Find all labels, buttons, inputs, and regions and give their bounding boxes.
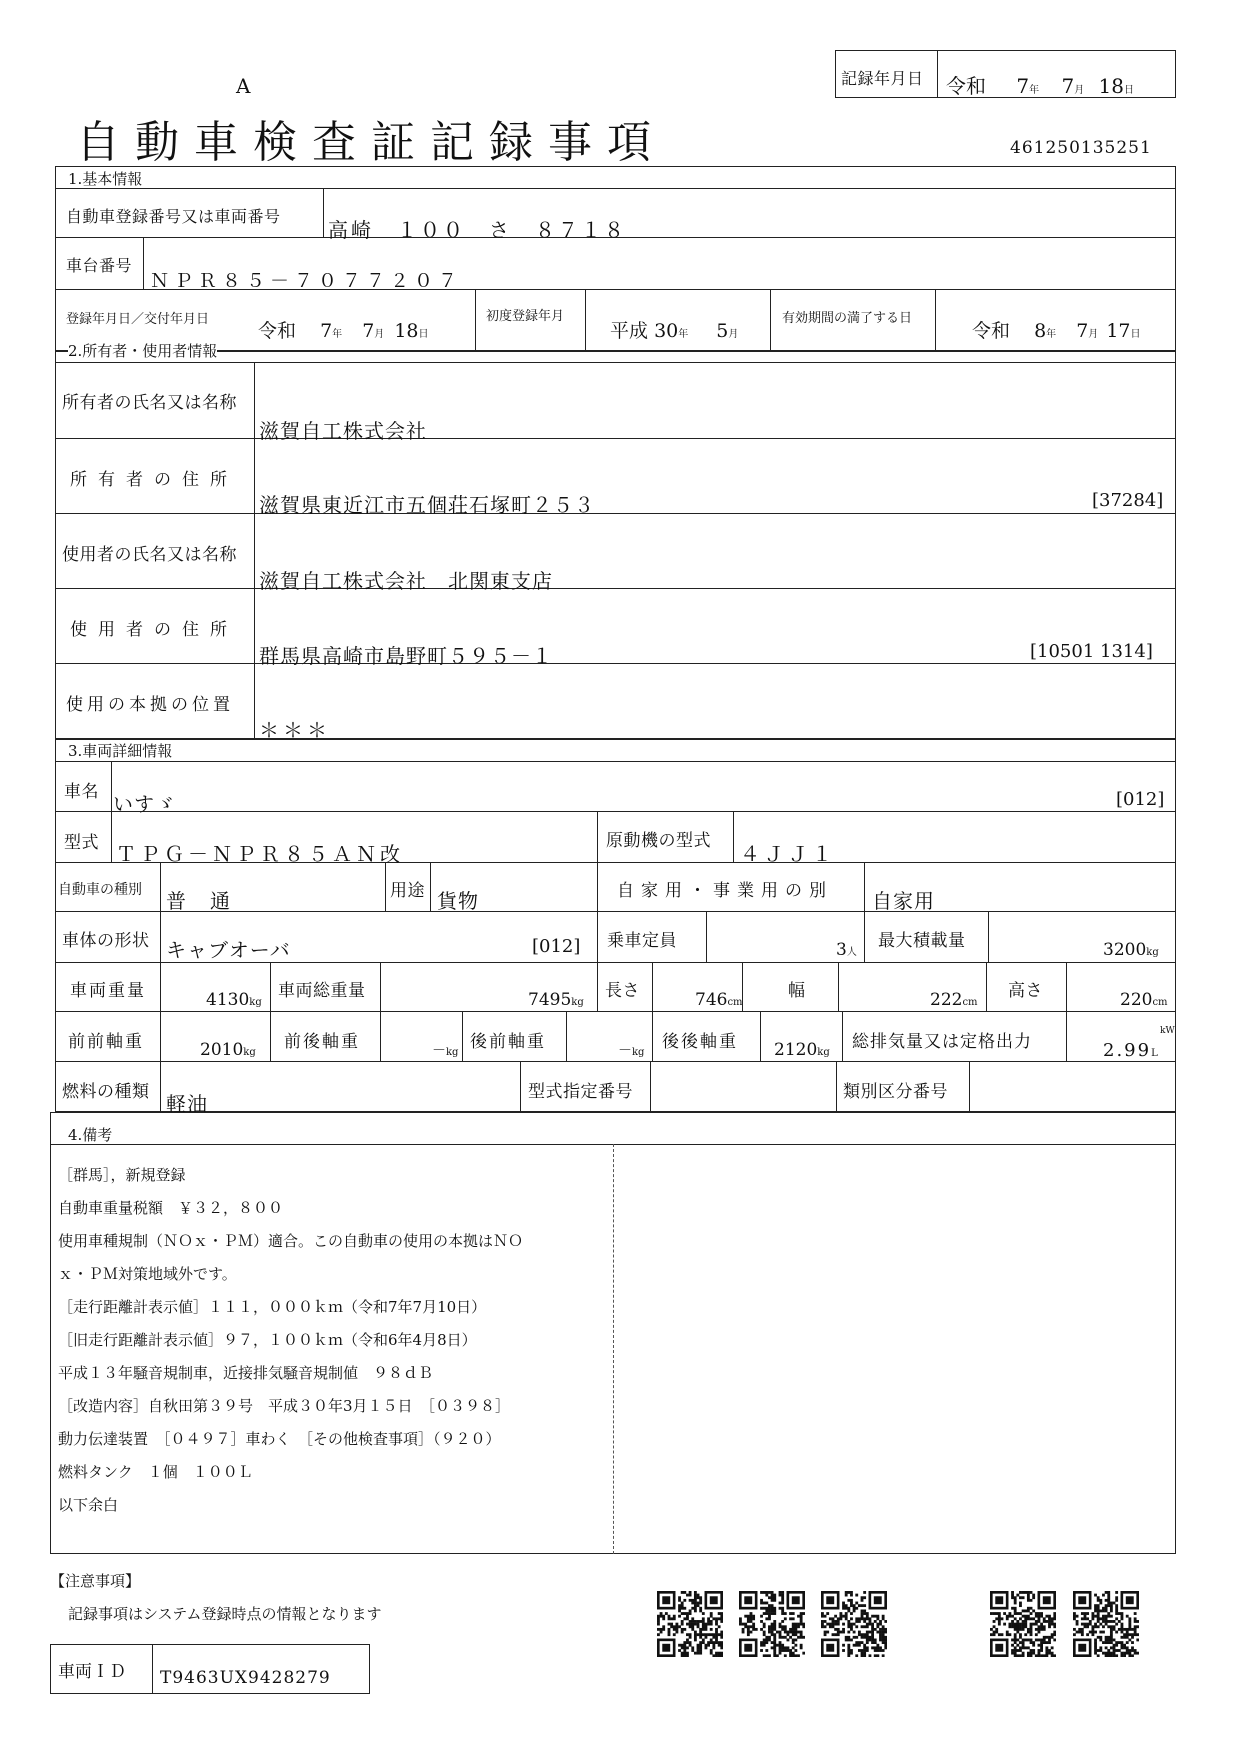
make-value: いすゞ [113, 792, 176, 816]
record-date-value: 令和 7年 7月 18日 [946, 74, 1134, 98]
weight-value: 4130kg [206, 990, 262, 1010]
displacement-value: 2.99L [1103, 1040, 1158, 1061]
section3-heading: 3.車両詳細情報 [68, 742, 173, 760]
capacity-label: 乗車定員 [607, 931, 677, 951]
remarks-line: 動力伝達装置 ［０４９７］車わく ［その他検査事項］（９２０） [58, 1429, 501, 1448]
qr-code [821, 1591, 887, 1657]
remarks-line: 自動車重量税額 ￥３２，８００ [58, 1198, 284, 1217]
rr-axle-label: 後後軸重 [662, 1032, 738, 1052]
length-value: 746cm [695, 990, 743, 1010]
remarks-line: ［旧走行距離計表示値］９７，１００ｋｍ（令和6年4月8日） [58, 1330, 477, 1349]
remarks-line: ［走行距離計表示値］１１１，０００ｋｍ（令和7年7月10日） [58, 1297, 487, 1316]
user-address-label: 使用者の住所 [70, 620, 238, 640]
owner-address-value: 滋賀県東近江市五個荘石塚町２５３ [259, 493, 595, 517]
reg-number-value: 高崎 １００ さ ８７１８ [328, 218, 627, 242]
page-title: 自動車検査証記録事項 [76, 117, 666, 168]
notice-heading: 【注意事項】 [50, 1572, 141, 1590]
qr-code [657, 1591, 723, 1657]
length-label: 長さ [605, 981, 640, 1001]
section2-heading: 2.所有者・使用者情報 [68, 342, 218, 360]
model-label: 型式 [64, 833, 99, 853]
form-code: A [236, 74, 251, 98]
fuel-value: 軽油 [166, 1092, 208, 1116]
max-load-value: 3200kg [1103, 940, 1159, 960]
vehicle-id-value: T9463UX9428279 [160, 1668, 331, 1688]
displacement-unit-kw: kW [1160, 1026, 1175, 1036]
remarks-line: 以下余白 [58, 1495, 119, 1514]
first-reg-label: 初度登録年月 [486, 309, 565, 324]
fr-axle-value: －kg [432, 1043, 459, 1059]
ff-axle-label: 前前軸重 [68, 1032, 144, 1052]
rf-axle-label: 後前軸重 [470, 1032, 546, 1052]
body-value: キャブオーバ [166, 938, 291, 962]
remarks-line: ［群馬］，新規登録 [58, 1165, 186, 1184]
make-label: 車名 [64, 782, 99, 802]
base-value: ＊＊＊ [259, 718, 331, 742]
max-load-label: 最大積載量 [878, 931, 966, 951]
user-name-label: 使用者の氏名又は名称 [62, 545, 237, 565]
fuel-label: 燃料の種類 [62, 1082, 150, 1102]
notice-text: 記録事項はシステム登録時点の情報となります [68, 1605, 382, 1623]
owner-name-label: 所有者の氏名又は名称 [62, 393, 237, 413]
gross-value: 7495kg [528, 990, 584, 1010]
use-label: 用途 [390, 881, 425, 901]
user-address-code: [10501 1314] [1030, 641, 1153, 662]
model-value: ＴＰＧ－ＮＰＲ８５ＡＮ改 [116, 842, 404, 866]
displacement-label: 総排気量又は定格出力 [852, 1032, 1032, 1052]
height-value: 220cm [1120, 990, 1168, 1010]
type-designation-label: 型式指定番号 [528, 1082, 633, 1102]
chassis-value: ＮＰＲ８５－７０７７２０７ [150, 270, 463, 292]
qr-code [990, 1591, 1056, 1657]
reg-number-label: 自動車登録番号又は車両番号 [66, 207, 281, 226]
private-value: 自家用 [872, 889, 935, 913]
category-label: 類別区分番号 [843, 1082, 948, 1102]
kind-value: 普 通 [166, 889, 232, 913]
owner-address-label: 所有者の住所 [70, 470, 238, 490]
section4-heading: 4.備考 [68, 1126, 113, 1144]
qr-code [739, 1591, 805, 1657]
rr-axle-value: 2120kg [774, 1040, 830, 1060]
body-code: [012] [532, 936, 581, 957]
user-name-value: 滋賀自工株式会社 北関東支店 [259, 569, 553, 593]
qr-code [1073, 1591, 1139, 1657]
owner-name-value: 滋賀自工株式会社 [259, 419, 427, 443]
remarks-line: 平成１３年騒音規制車，近接排気騒音規制値 ９８ｄＢ [58, 1363, 434, 1382]
gross-label: 車両総重量 [278, 981, 366, 1001]
weight-label: 車両重量 [70, 981, 146, 1001]
chassis-label: 車台番号 [66, 256, 133, 275]
vehicle-id-label: 車両ＩＤ [58, 1662, 126, 1682]
remarks-line: ［改造内容］自秋田第３９号 平成３０年3月１５日 ［０３９８］ [58, 1396, 511, 1415]
user-address-value: 群馬県高崎市島野町５９５－１ [259, 644, 553, 668]
expiry-value: 令和 8年 7月 17日 [972, 320, 1141, 342]
owner-address-code: [37284] [1092, 490, 1164, 511]
base-label: 使用の本拠の位置 [66, 695, 234, 715]
reg-date-value: 令和 7年 7月 18日 [258, 320, 429, 342]
remarks-text [58, 1150, 523, 1530]
section1-heading: 1.基本情報 [68, 170, 143, 188]
width-value: 222cm [930, 990, 978, 1010]
remarks-divider [613, 1144, 614, 1554]
engine-value: ４ＪＪ１ [740, 842, 836, 866]
use-value: 貨物 [437, 889, 479, 913]
record-date-label: 記録年月日 [841, 69, 924, 88]
remarks-line: ｘ・ＰＭ対策地域外です。 [58, 1264, 237, 1283]
height-label: 高さ [1008, 981, 1043, 1001]
width-label: 幅 [788, 981, 806, 1001]
capacity-value: 3人 [836, 940, 857, 960]
reg-date-label: 登録年月日／交付年月日 [66, 312, 210, 327]
private-label: 自家用・事業用の別 [617, 881, 833, 901]
expiry-label: 有効期間の満了する日 [782, 311, 913, 326]
fr-axle-label: 前後軸重 [284, 1032, 360, 1052]
ff-axle-value: 2010kg [200, 1040, 256, 1060]
engine-label: 原動機の型式 [606, 831, 711, 851]
doc-number: 461250135251 [1010, 138, 1152, 158]
kind-label: 自動車の種別 [58, 882, 142, 898]
remarks-line: 使用車種規制（ＮＯｘ・ＰＭ）適合。この自動車の使用の本拠はＮＯ [58, 1231, 524, 1250]
body-label: 車体の形状 [62, 931, 150, 951]
remarks-line: 燃料タンク １個 １００Ｌ [58, 1462, 253, 1481]
rf-axle-value: －kg [618, 1043, 645, 1059]
first-reg-value: 平成 30年 5月 [610, 320, 739, 342]
make-code: [012] [1116, 789, 1165, 810]
